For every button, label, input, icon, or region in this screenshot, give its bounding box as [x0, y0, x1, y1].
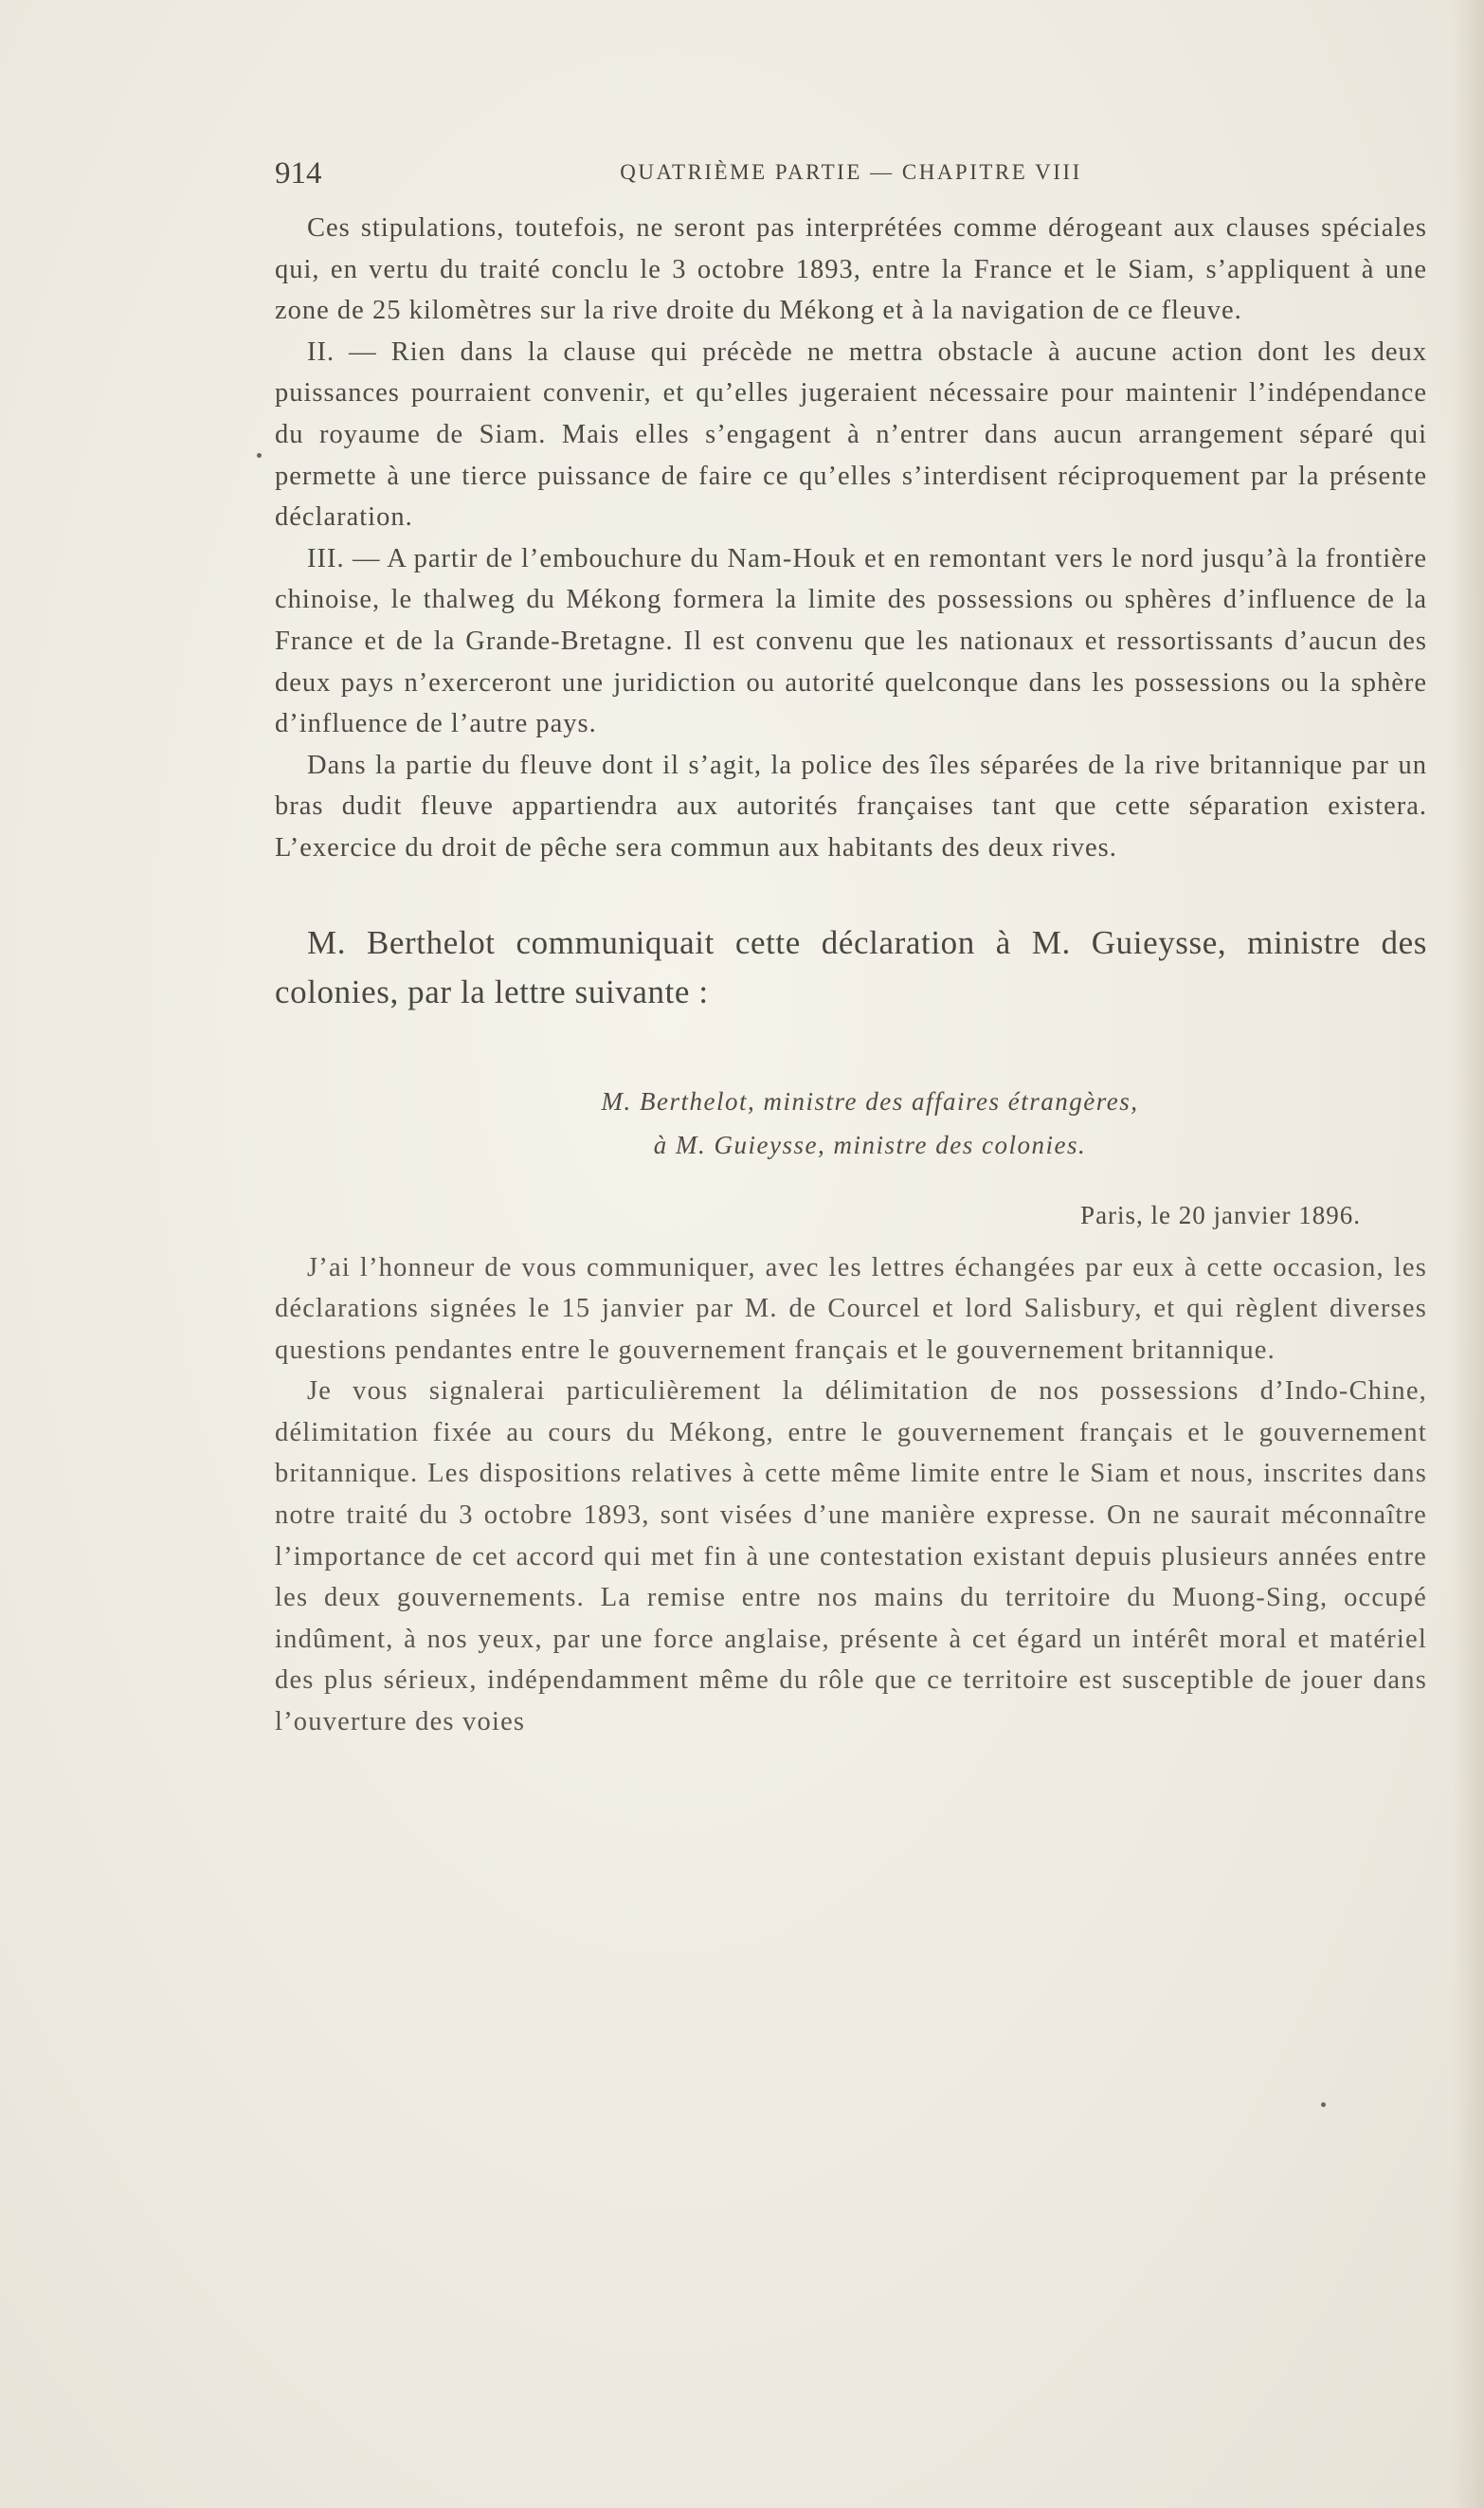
letter-heading	[275, 1080, 1427, 1167]
letter-paragraph: Je vous signalerai particulièrement la délimitation de nos possessions d’Indo-Chine, délimitation fixée au cours du Mékong, entre le gouvernement français et le gouvernement britannique. Les dispositions relatives à cette même limite entre le Siam et nous, inscrites dans notre traité du 3 octobre 1893, sont visées d’une manière expresse. On ne saurait méconnaître l’importance de cet accord qui met fin à une contestation existant depuis plusieurs années entre les deux gouvernements. La remise entre nos mains du territoire du Muong-Sing, occupé indûment, à nos yeux, par une force anglaise, présente à cet égard un intérêt moral et matériel des plus sérieux, indépendamment même du rôle que ce territoire est susceptible de jouer dans l’ouverture des voies	[275, 1376, 1427, 1737]
page-number: 914	[275, 156, 322, 191]
declaration-paragraph: Dans la partie du fleuve dont il s’agit, la police des îles séparées de la rive britannique par un bras dudit fleuve appartiendra aux autorités françaises tant que cette séparation existera. L’exercice du droit de pêche sera commun aux habitants des deux rives.	[275, 750, 1427, 863]
ink-dot-mark	[1321, 2102, 1326, 2107]
margin-dot-mark	[257, 453, 262, 458]
text-block	[275, 156, 1427, 1743]
letter-date: Paris, le 20 janvier 1896.	[1080, 1200, 1361, 1229]
declaration-text	[275, 208, 1427, 869]
declaration-paragraph: II. — Rien dans la clause qui précède ne mettra obstacle à aucune action dont les deux puissances pourraient convenir, et qu’elles jugeraient nécessaire pour maintenir l’indépendance du royaume de Siam. Mais elles s’engagent à n’entrer dans aucun arrangement séparé qui permette à une tierce puissance de faire ce qu’elles s’interdisent réciproquement par la présente déclaration.	[275, 336, 1427, 533]
page-edge-shadow	[1452, 0, 1484, 2508]
declaration-paragraph: Ces stipulations, toutefois, ne seront pas interprétées comme dérogeant aux clauses spéciales qui, en vertu du traité conclu le 3 octobre 1893, entre la France et le Siam, s’appliquent à une zone de 25 kilomètres sur la rive droite du Mékong et à la navigation de ce fleuve.	[275, 213, 1427, 326]
letter-body	[275, 1247, 1427, 1743]
page-header	[275, 156, 1427, 198]
running-title: QUATRIÈME PARTIE — CHAPITRE VIII	[620, 160, 1082, 184]
declaration-paragraph: III. — A partir de l’embouchure du Nam-Houk et en remontant vers le nord jusqu’à la frontière chinoise, le thalweg du Mékong formera la limite des possessions ou sphères d’influence de la France et de la Grande-Bretagne. Il est convenu que les nationaux et ressortissants d’aucun des deux pays n’exerceront une juridiction ou autorité quelconque dans les possessions ou la sphère d’influence de l’autre pays.	[275, 543, 1427, 739]
letter-recipient: à M. Guieysse, ministre des colonies.	[653, 1130, 1087, 1159]
letter-paragraph: J’ai l’honneur de vous communiquer, avec les lettres échangées par eux à cette occasion, les déclarations signées le 15 janvier par M. de Courcel et lord Salisbury, et qui règlent diverses questions pendantes entre le gouvernement français et le gouvernement britannique.	[275, 1252, 1427, 1365]
letter-sender: M. Berthelot, ministre des affaires étrangères,	[601, 1086, 1139, 1116]
narrative-paragraph: M. Berthelot communiquait cette déclaration à M. Guieysse, ministre des colonies, par la lettre suivante :	[275, 923, 1427, 1010]
